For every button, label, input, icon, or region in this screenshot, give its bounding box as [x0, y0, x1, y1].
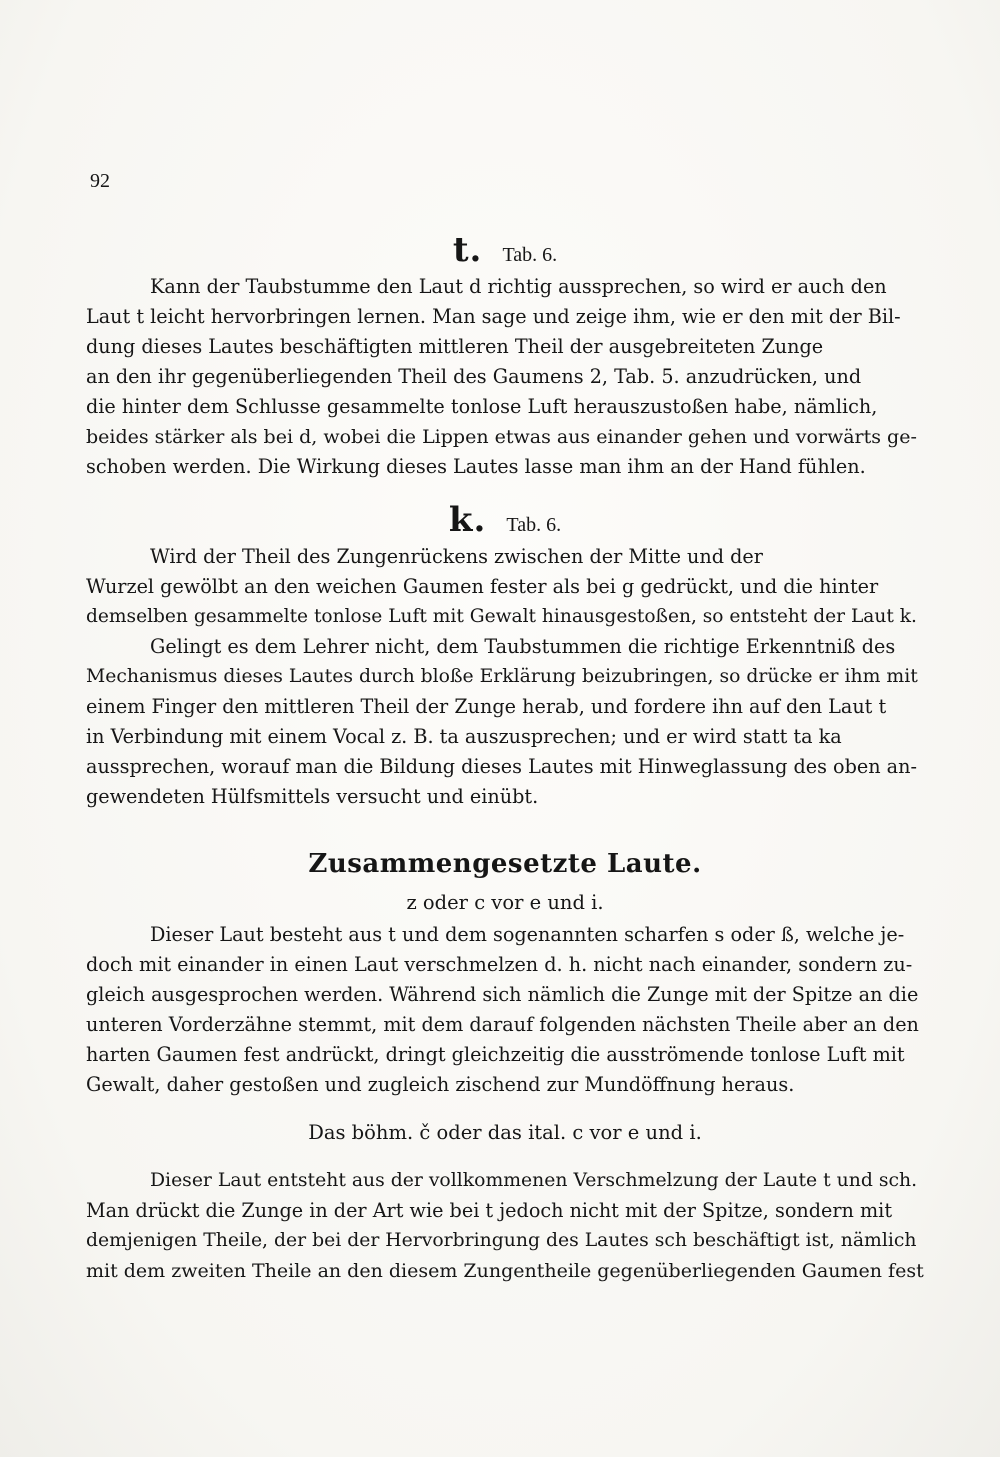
heading-tab-ref: Tab. 6.: [502, 244, 558, 266]
text-line: an den ihr gegenüberliegenden Theil des Gaumens 2, Tab. 5. anzudrücken, und: [86, 365, 862, 388]
page-body: [86, 228, 924, 1286]
paragraph-t: [86, 272, 924, 482]
text-line: Gelingt es dem Lehrer nicht, dem Taubstummen die richtige Erkenntniß des: [150, 635, 896, 658]
text-line: Dieser Laut besteht aus t und dem sogenannten scharfen s oder ß, welche je-: [150, 923, 905, 946]
text-line: Wurzel gewölbt an den weichen Gaumen fester als bei g gedrückt, und die hinter: [86, 575, 879, 598]
text-line: Dieser Laut entsteht aus der vollkommenen Verschmelzung der Laute t und sch.: [150, 1170, 918, 1191]
text-line: Kann der Taubstumme den Laut d richtig aussprechen, so wird er auch den: [150, 275, 887, 298]
text-line: die hinter dem Schlusse gesammelte tonlose Luft herauszustoßen habe, nämlich,: [86, 395, 878, 418]
text-line: Laut t leicht hervorbringen lernen. Man sage und zeige ihm, wie er den mit der Bil-: [86, 305, 901, 328]
text-line: demselben gesammelte tonlose Luft mit Gewalt hinausgestoßen, so entsteht der Laut k.: [86, 606, 917, 627]
heading-letter: t.: [452, 230, 483, 270]
text-line: schoben werden. Die Wirkung dieses Lautes lasse man ihm an der Hand fühlen.: [86, 455, 866, 478]
text-line: Man drückt die Zunge in der Art wie bei t jedoch nicht mit der Spitze, sondern mit: [86, 1199, 893, 1222]
section-heading-t: [86, 228, 924, 272]
section-title-compound: Zusammengesetzte Laute.: [308, 849, 702, 879]
paragraph-k: [86, 542, 924, 812]
heading-tab-ref: Tab. 6.: [506, 514, 562, 536]
text-line: mit dem zweiten Theile an den diesem Zungentheile gegenüberliegenden Gaumen fest: [86, 1260, 924, 1282]
text-line: doch mit einander in einen Laut verschmelzen d. h. nicht nach einander, sondern zu-: [86, 953, 913, 976]
text-line: Wird der Theil des Zungenrückens zwischen der Mitte und der: [150, 545, 763, 568]
text-line: dung dieses Lautes beschäftigten mittleren Theil der ausgebreiteten Zunge: [86, 335, 824, 358]
text-line: aussprechen, worauf man die Bildung dieses Lautes mit Hinweglassung des oben an-: [86, 755, 917, 778]
text-line: harten Gaumen fest andrückt, dringt gleichzeitig die ausströmende tonlose Luft mit: [86, 1043, 905, 1066]
text-line: einem Finger den mittleren Theil der Zunge herab, und fordere ihn auf den Laut t: [86, 695, 887, 718]
text-line: gleich ausgesprochen werden. Während sich nämlich die Zunge mit der Spitze an die: [86, 983, 919, 1006]
paragraph-z: [86, 920, 924, 1100]
text-line: Gewalt, daher gestoßen und zugleich zischend zur Mundöffnung heraus.: [86, 1073, 795, 1096]
paragraph-c: [86, 1166, 924, 1286]
subheading-z: z oder c vor e und i.: [406, 891, 604, 914]
text-line: gewendeten Hülfsmittels versucht und einübt.: [86, 785, 539, 808]
text-line: unteren Vorderzähne stemmt, mit dem darauf folgenden nächsten Theile aber an den: [86, 1013, 919, 1036]
page-number: 92: [90, 170, 110, 192]
text-line: beides stärker als bei d, wobei die Lippen etwas aus einander gehen und vorwärts ge-: [86, 426, 917, 448]
subheading-c: Das böhm. č oder das ital. c vor e und i.: [308, 1121, 702, 1144]
text-line: Mechanismus dieses Lautes durch bloße Erklärung beizubringen, so drücke er ihm mit: [86, 666, 918, 687]
heading-letter: k.: [448, 500, 487, 540]
text-line: in Verbindung mit einem Vocal z. B. ta auszusprechen; und er wird statt ta ka: [86, 725, 842, 748]
section-heading-k: [86, 498, 924, 542]
text-line: demjenigen Theile, der bei der Hervorbringung des Lautes sch beschäftigt ist, nämlich: [86, 1230, 917, 1251]
